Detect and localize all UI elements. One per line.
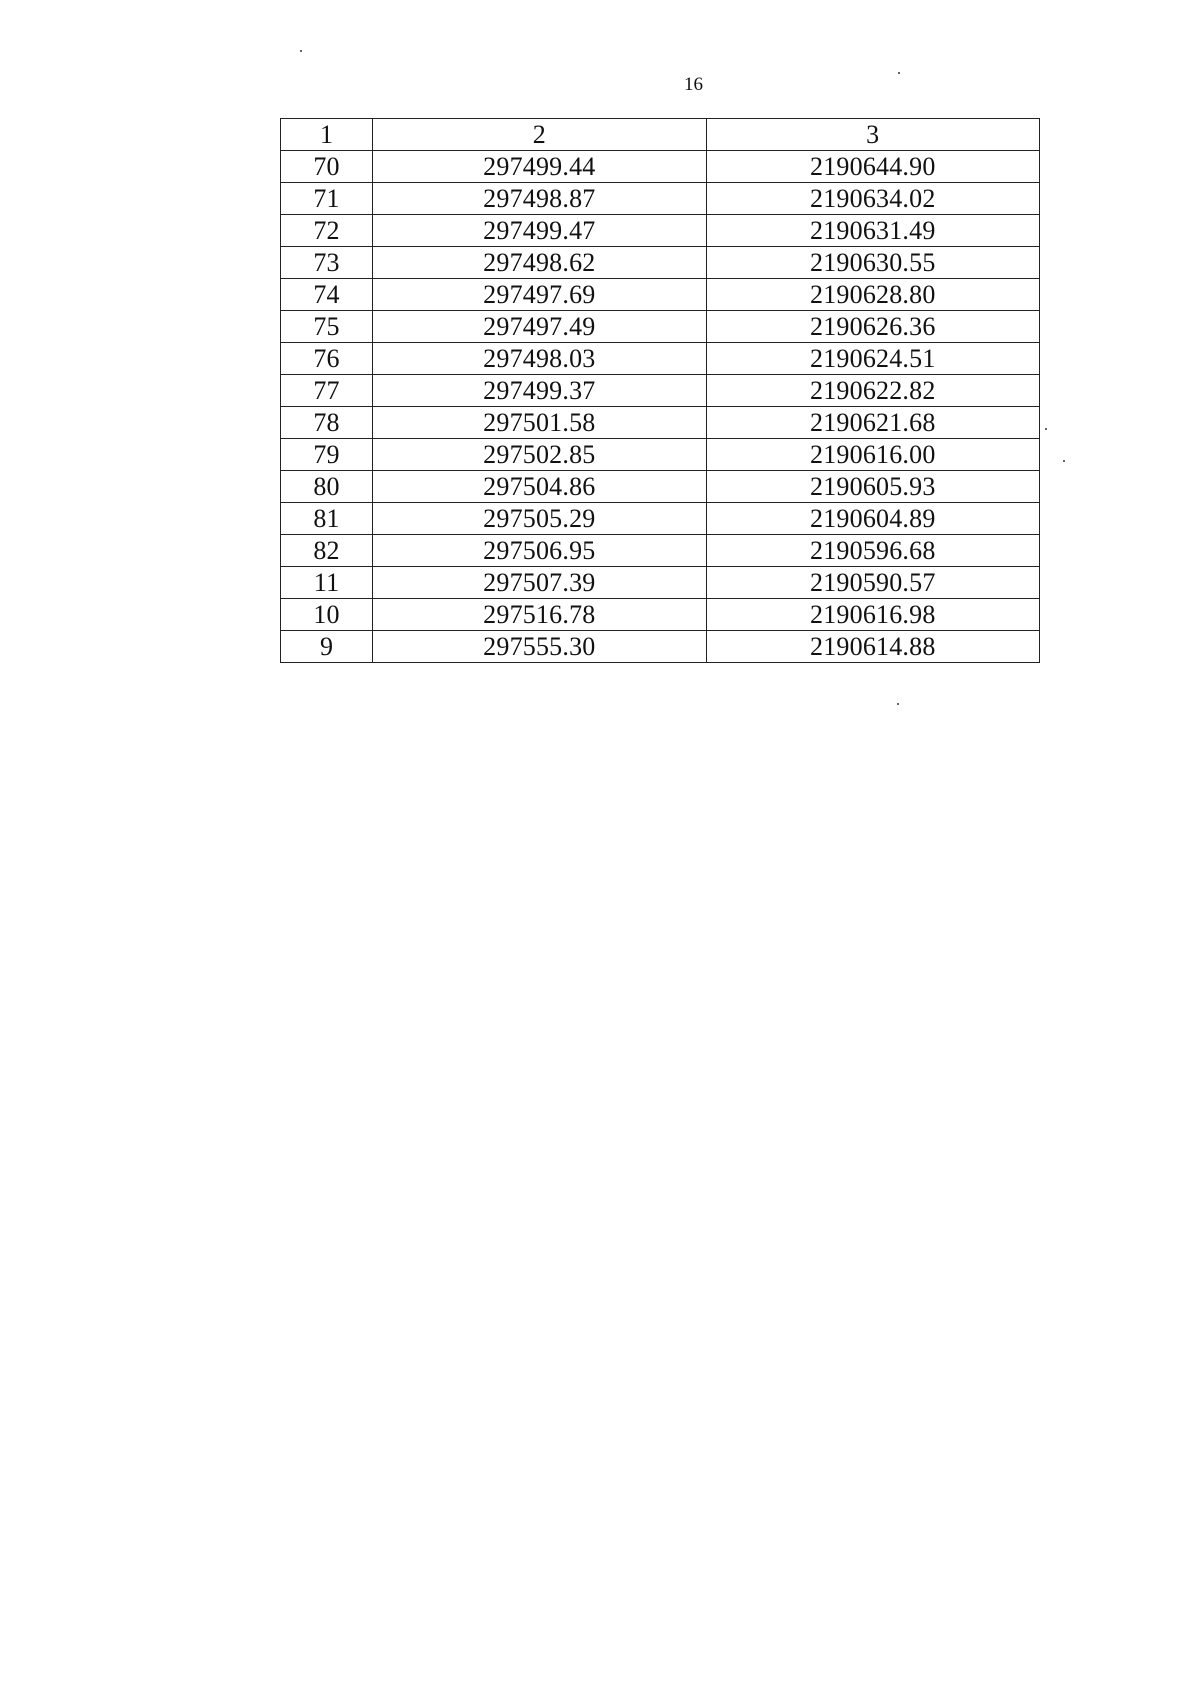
scan-speck bbox=[1063, 460, 1065, 462]
point-number-cell: 79 bbox=[281, 439, 373, 471]
y-coordinate-cell: 2190622.82 bbox=[706, 375, 1039, 407]
x-coordinate-cell: 297502.85 bbox=[373, 439, 706, 471]
coordinates-table bbox=[280, 118, 1040, 663]
y-coordinate-cell: 2190621.68 bbox=[706, 407, 1039, 439]
table-row bbox=[281, 183, 1040, 215]
scan-speck bbox=[897, 703, 899, 705]
table-row bbox=[281, 439, 1040, 471]
x-coordinate-cell: 297498.62 bbox=[373, 247, 706, 279]
y-coordinate-cell: 2190624.51 bbox=[706, 343, 1039, 375]
y-coordinate-cell: 2190630.55 bbox=[706, 247, 1039, 279]
y-coordinate-cell: 2190616.98 bbox=[706, 599, 1039, 631]
point-number-cell: 82 bbox=[281, 535, 373, 567]
y-coordinate-cell: 2190634.02 bbox=[706, 183, 1039, 215]
x-coordinate-cell: 297498.87 bbox=[373, 183, 706, 215]
table-row bbox=[281, 535, 1040, 567]
y-coordinate-cell: 2190590.57 bbox=[706, 567, 1039, 599]
x-coordinate-cell: 297507.39 bbox=[373, 567, 706, 599]
header-cell: 1 bbox=[281, 119, 373, 151]
table-row bbox=[281, 631, 1040, 663]
table-header-row bbox=[281, 119, 1040, 151]
table-row bbox=[281, 247, 1040, 279]
point-number-cell: 81 bbox=[281, 503, 373, 535]
y-coordinate-cell: 2190626.36 bbox=[706, 311, 1039, 343]
table-row bbox=[281, 503, 1040, 535]
table-row bbox=[281, 471, 1040, 503]
y-coordinate-cell: 2190605.93 bbox=[706, 471, 1039, 503]
point-number-cell: 71 bbox=[281, 183, 373, 215]
x-coordinate-cell: 297497.69 bbox=[373, 279, 706, 311]
y-coordinate-cell: 2190604.89 bbox=[706, 503, 1039, 535]
table-row bbox=[281, 567, 1040, 599]
x-coordinate-cell: 297505.29 bbox=[373, 503, 706, 535]
scan-speck bbox=[898, 72, 900, 74]
page-number: 16 bbox=[684, 74, 703, 95]
table-row bbox=[281, 279, 1040, 311]
point-number-cell: 74 bbox=[281, 279, 373, 311]
table-row bbox=[281, 151, 1040, 183]
y-coordinate-cell: 2190644.90 bbox=[706, 151, 1039, 183]
x-coordinate-cell: 297497.49 bbox=[373, 311, 706, 343]
header-cell: 3 bbox=[706, 119, 1039, 151]
y-coordinate-cell: 2190616.00 bbox=[706, 439, 1039, 471]
point-number-cell: 73 bbox=[281, 247, 373, 279]
x-coordinate-cell: 297501.58 bbox=[373, 407, 706, 439]
point-number-cell: 76 bbox=[281, 343, 373, 375]
point-number-cell: 11 bbox=[281, 567, 373, 599]
x-coordinate-cell: 297504.86 bbox=[373, 471, 706, 503]
table-row bbox=[281, 343, 1040, 375]
point-number-cell: 77 bbox=[281, 375, 373, 407]
x-coordinate-cell: 297499.47 bbox=[373, 215, 706, 247]
x-coordinate-cell: 297516.78 bbox=[373, 599, 706, 631]
point-number-cell: 10 bbox=[281, 599, 373, 631]
x-coordinate-cell: 297506.95 bbox=[373, 535, 706, 567]
scan-speck bbox=[300, 50, 302, 52]
point-number-cell: 75 bbox=[281, 311, 373, 343]
point-number-cell: 9 bbox=[281, 631, 373, 663]
point-number-cell: 80 bbox=[281, 471, 373, 503]
y-coordinate-cell: 2190596.68 bbox=[706, 535, 1039, 567]
point-number-cell: 78 bbox=[281, 407, 373, 439]
x-coordinate-cell: 297499.44 bbox=[373, 151, 706, 183]
point-number-cell: 70 bbox=[281, 151, 373, 183]
table-row bbox=[281, 407, 1040, 439]
y-coordinate-cell: 2190628.80 bbox=[706, 279, 1039, 311]
x-coordinate-cell: 297499.37 bbox=[373, 375, 706, 407]
y-coordinate-cell: 2190614.88 bbox=[706, 631, 1039, 663]
header-cell: 2 bbox=[373, 119, 706, 151]
table-row bbox=[281, 311, 1040, 343]
scan-speck bbox=[1045, 428, 1047, 430]
x-coordinate-cell: 297498.03 bbox=[373, 343, 706, 375]
table-row bbox=[281, 375, 1040, 407]
x-coordinate-cell: 297555.30 bbox=[373, 631, 706, 663]
point-number-cell: 72 bbox=[281, 215, 373, 247]
table-row bbox=[281, 215, 1040, 247]
table-row bbox=[281, 599, 1040, 631]
y-coordinate-cell: 2190631.49 bbox=[706, 215, 1039, 247]
